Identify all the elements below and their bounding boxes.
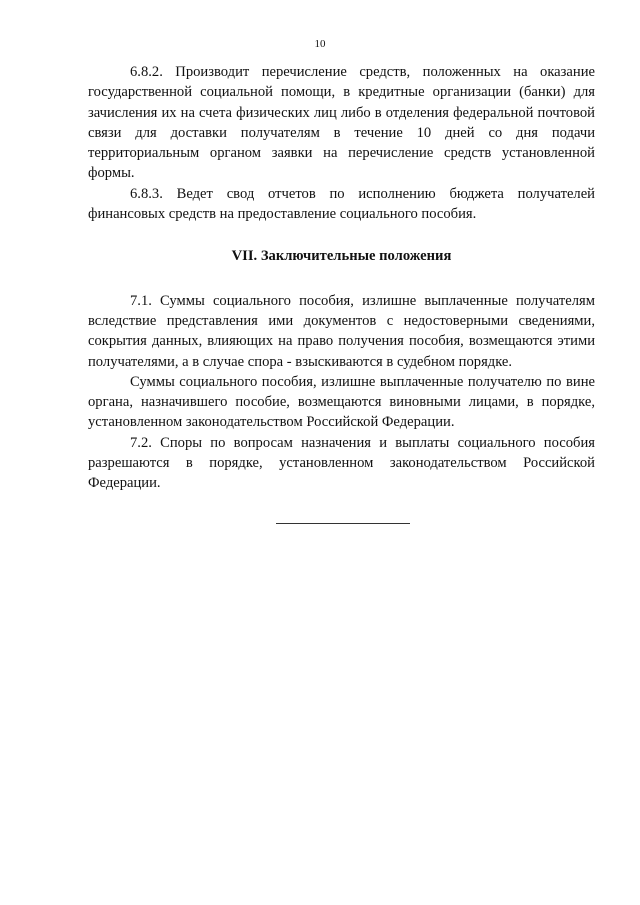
- paragraph-6-8-2: 6.8.2. Производит перечисление средств, положенных на оказание государственной социальной помощи, в кредитные организации (банки) для зачисления их на счета физических лиц либо в отделения федеральной почтовой связи для доставки получателям в течение 10 дней со дня подачи территориальным органом заявки на перечисление средств установленной формы.: [88, 64, 595, 182]
- paragraph-7-1: 7.1. Суммы социального пособия, излишне выплаченные получателям вследствие представления ими документов с недостоверными сведениями, сокрытия данных, влияющих на право получения пособия, возмещаются этими получателями, а в случае спора - взыскиваются в судебном порядке.: [88, 292, 595, 370]
- paragraph-6-8-3: 6.8.3. Ведет свод отчетов по исполнению бюджета получателей финансовых средств на предоставление социального пособия.: [88, 185, 595, 223]
- paragraph-7-2: 7.2. Споры по вопросам назначения и выплаты социального пособия разрешаются в порядке, установленном законодательством Российской Федерации.: [88, 434, 595, 492]
- end-of-document-rule: [276, 523, 410, 524]
- section-heading-final-provisions: VII. Заключительные положения: [231, 248, 452, 265]
- document-body: [88, 62, 595, 494]
- paragraph-7-1-continued: Суммы социального пособия, излишне выплаченные получателю по вине органа, назначившего пособие, возмещаются виновными лицами, в порядке, установленном законодательством Российской Федерации.: [88, 373, 595, 431]
- page-number: 10: [314, 38, 326, 50]
